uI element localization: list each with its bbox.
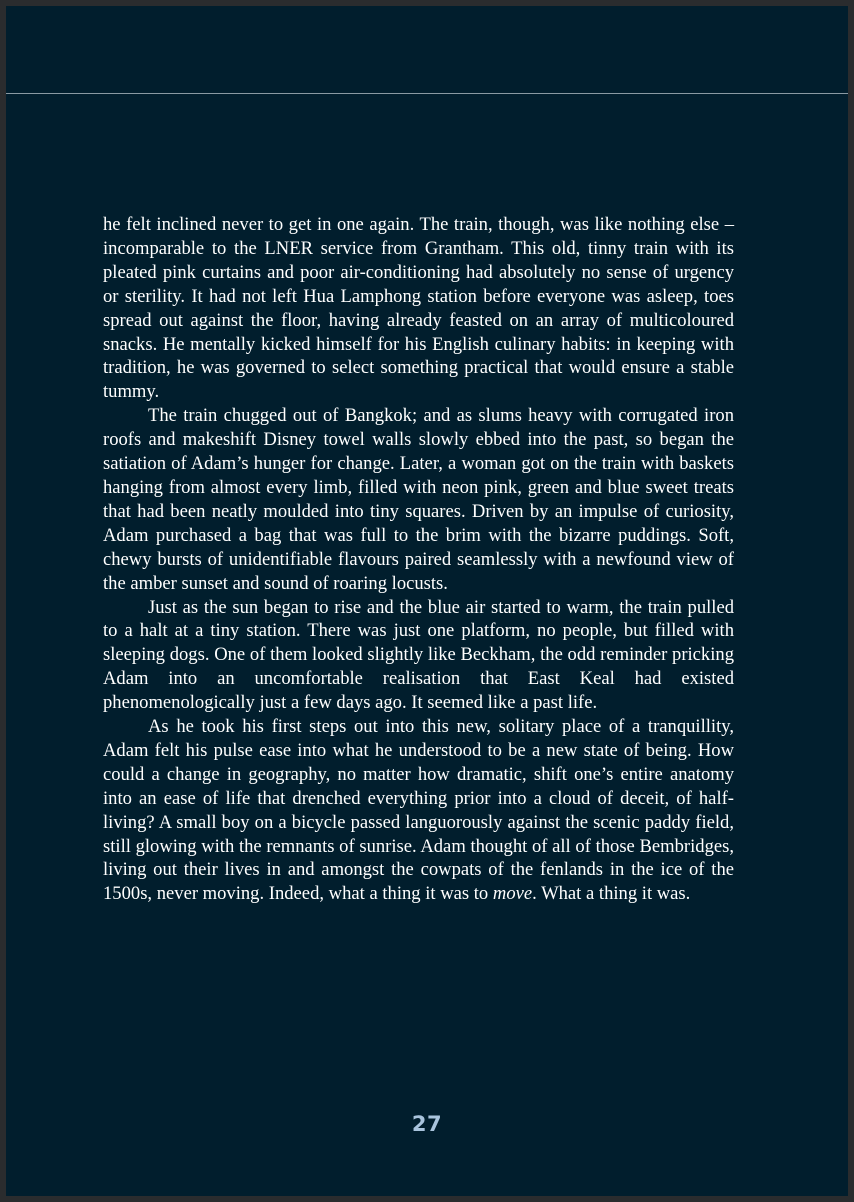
book-page xyxy=(6,6,848,1196)
paragraph-3: Just as the sun began to rise and the blue air started to warm, the train pulled to a halt at a tiny station. There was just one platform, no people, but filled with sleeping dogs. One of them looked slightly like Beckham, the odd reminder pricking Adam into an uncomfortable realisation that East Keal had existed phenomenologically just a few days ago. It seemed like a past life. xyxy=(103,596,734,714)
page-number: 27 xyxy=(411,1112,443,1136)
paragraph-4 xyxy=(103,715,734,906)
page-body-text xyxy=(103,213,734,906)
header-rule xyxy=(6,93,848,94)
paragraph-4-text-after: . What a thing it was. xyxy=(532,883,691,905)
paragraph-4-emphasis: move xyxy=(492,883,533,905)
paragraph-2: The train chugged out of Bangkok; and as slums heavy with corrugated iron roofs and makeshift Disney towel walls slowly ebbed into the past, so began the satiation of Adam’s hunger for change. Later, a woman got on the train with baskets hanging from almost every limb, filled with neon pink, green and blue sweet treats that had been neatly moulded into tiny squares. Driven by an impulse of curiosity, Adam purchased a bag that was full to the brim with the bizarre puddings. Soft, chewy bursts of unidentifiable flavours paired seamlessly with a newfound view of the amber sunset and sound of roaring locusts. xyxy=(103,405,734,594)
paragraph-1: he felt inclined never to get in one again. The train, though, was like nothing else – incomparable to the LNER service from Grantham. This old, tinny train with its pleated pink curtains and poor air-conditioning had absolutely no sense of urgency or sterility. It had not left Hua Lamphong station before everyone was asleep, toes spread out against the floor, having already feasted on an array of multicoloured snacks. He mentally kicked himself for his English culinary habits: in keeping with tradition, he was governed to select something practical that would ensure a stable tummy. xyxy=(103,214,734,403)
paragraph-4-text-before: As he took his first steps out into this new, solitary place of a tranquillity, Adam felt his pulse ease into what he understood to be a new state of being. How could a change in geography, no matter how dramatic, shift one’s entire anatomy into an ease of life that drenched everything prior into a cloud of deceit, of half-living? A small boy on a bicycle passed languorously against the scenic paddy field, still glowing with the remnants of sunrise. Adam thought of all of those Bembridges, living out their lives in and amongst the cowpats of the fenlands in the ice of the 1500s, never moving. Indeed, what a thing it was to xyxy=(103,716,734,905)
